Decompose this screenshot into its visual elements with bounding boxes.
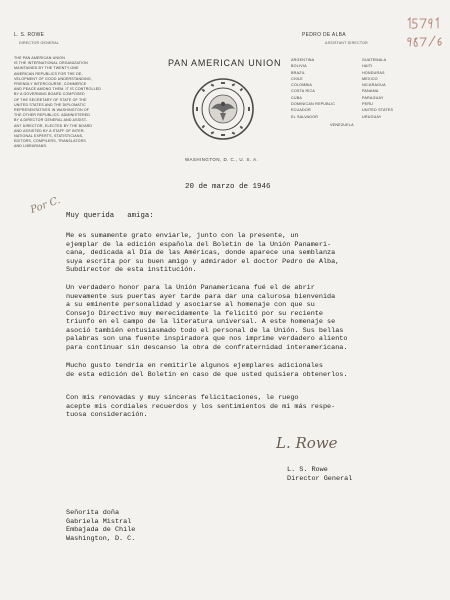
country-item: PERU: [362, 102, 374, 107]
country-item: HAITI: [362, 64, 373, 69]
country-item: GUATEMALA: [362, 58, 387, 62]
mission-line: UNITED STATES AND THE DIPLOMATIC: [14, 102, 86, 107]
recipient-address: [66, 509, 135, 543]
country-item: PANAMA: [362, 89, 379, 94]
assistant-director-title: ASSISTANT DIRECTOR: [325, 41, 368, 45]
salutation: Muy querida amiga:: [66, 212, 154, 220]
mission-line: FRIENDLY INTERCOURSE, COMMERCE: [14, 82, 87, 87]
signer-name: L. S. Rowe: [287, 466, 328, 474]
country-item: HONDURAS: [362, 70, 385, 75]
country-item: MEXICO: [362, 76, 378, 81]
mission-line: BY A DIRECTOR GENERAL AND ASSIST-: [14, 118, 88, 123]
country-item: DOMINICAN REPUBLIC: [291, 102, 336, 107]
recipient-line: Washington, D. C.: [66, 534, 136, 543]
mission-line: AND ASSISTED BY A STAFF OF INTER-: [14, 128, 85, 133]
recipient-line: Gabriela Mistral: [66, 517, 132, 526]
recipient-line: Señorita doña: [66, 509, 120, 517]
mission-line: VELOPMENT OF GOOD UNDERSTANDING,: [14, 76, 92, 81]
country-item: URUGUAY: [362, 114, 382, 119]
mission-line: BY A GOVERNING BOARD COMPOSED: [14, 92, 85, 97]
body-paragraph-3: Mucho gusto tendría en remitirle algunos ejemplares adicionales de esta edición del Boletín en caso de que usted quisiera obtenerlos.: [66, 362, 348, 379]
mission-line: OF THE SECRETARY OF STATE OF THE: [14, 97, 87, 102]
country-item: BRAZIL: [291, 70, 306, 75]
handwritten-signature: L. Rowe: [276, 434, 338, 452]
body-paragraph-2: Un verdadero honor para la Unión Panamericana fué el de abrir nuevamente sus puertas ayer tarde para dar una calurosa bienvenida a su eminente personalidad y asociarse al homenaje con que su Consejo Directivo muy merecidamente la felicitó por su reciente triunfo en el campo de la literatura universal. A este homenaje se asoció también entusiasmado todo el personal de la Unión. Sus bellas palabras son una fuente inspiradora que nos imprime verdadero aliento para continuar sin descanso la obra de confraternidad interamericana.: [66, 284, 348, 352]
country-item: UNITED STATES: [362, 108, 394, 113]
mission-line: MAINTAINED BY THE TWENTY-ONE: [14, 66, 79, 71]
country-item: COSTA RICA: [291, 89, 316, 94]
country-item: CHILE: [291, 76, 303, 81]
signer-title: Director General: [287, 475, 353, 483]
country-item: NICARAGUA: [362, 83, 386, 88]
countries-column-2: [362, 57, 393, 120]
country-item: CUBA: [291, 95, 303, 100]
mission-line: AND PEACE AMONG THEM. IT IS CONTROLLED: [14, 87, 102, 92]
letter-date: 20 de marzo de 1946: [185, 183, 271, 191]
assistant-director-name: PEDRO DE ALBA: [302, 32, 346, 38]
mission-line: AND LIBRARIANS.: [14, 144, 48, 149]
country-item: PARAGUAY: [362, 95, 384, 100]
body-paragraph-4: Con mis renovadas y muy sinceras felicitaciones, le ruego acepte mis cordiales recuerdos y los sentimientos de mi más respe- tuosa consideración.: [66, 394, 336, 419]
country-item-last: VENEZUELA: [330, 123, 354, 127]
director-name: L. S. ROWE: [14, 32, 45, 38]
location-line: WASHINGTON, D. C., U. S. A.: [185, 157, 259, 162]
mission-line: EDITORS, COMPILERS, TRANSLATORS: [14, 139, 86, 144]
mission-statement: [14, 56, 114, 150]
mission-line: AMERICAN REPUBLICS FOR THE DE-: [14, 71, 83, 76]
recipient-line: Embajada de Chile: [66, 526, 136, 534]
mission-line: REPRESENTATIVES IN WASHINGTON OF: [14, 108, 90, 113]
director-title: DIRECTOR GENERAL: [19, 41, 60, 45]
country-item: COLOMBIA: [291, 83, 313, 88]
mission-line: THE PAN AMERICAN UNION: [14, 56, 65, 60]
mission-line: ANT DIRECTOR, ELECTED BY THE BOARD: [14, 123, 93, 128]
country-item: ECUADOR: [291, 108, 311, 113]
body-paragraph-1: Me es sumamente grato enviarle, junto con la presente, un ejemplar de la edición española del Boletín de la Unión Panameri- cana, dedicada al Día de las Américas, donde aparece una semblanza suya escrita por su buen amigo y admirador el doctor Pedro de Alba, Subdirector de esta institución.: [66, 232, 340, 274]
mission-line: NATIONAL EXPERTS, STATISTICIANS,: [14, 134, 84, 139]
countries-column-1: [291, 57, 335, 120]
country-item: BOLIVIA: [291, 64, 307, 69]
seal-emblem: [191, 77, 255, 141]
archive-mark: [405, 16, 445, 54]
country-item: ARGENTINA: [291, 58, 315, 62]
organization-name: PAN AMERICAN UNION: [168, 58, 282, 68]
mission-line: THE OTHER REPUBLICS. ADMINISTERED: [14, 113, 91, 118]
margin-note: Por C.: [29, 195, 62, 216]
country-item: EL SALVADOR: [291, 114, 319, 119]
mission-line: IS THE INTERNATIONAL ORGANIZATION: [14, 61, 88, 66]
